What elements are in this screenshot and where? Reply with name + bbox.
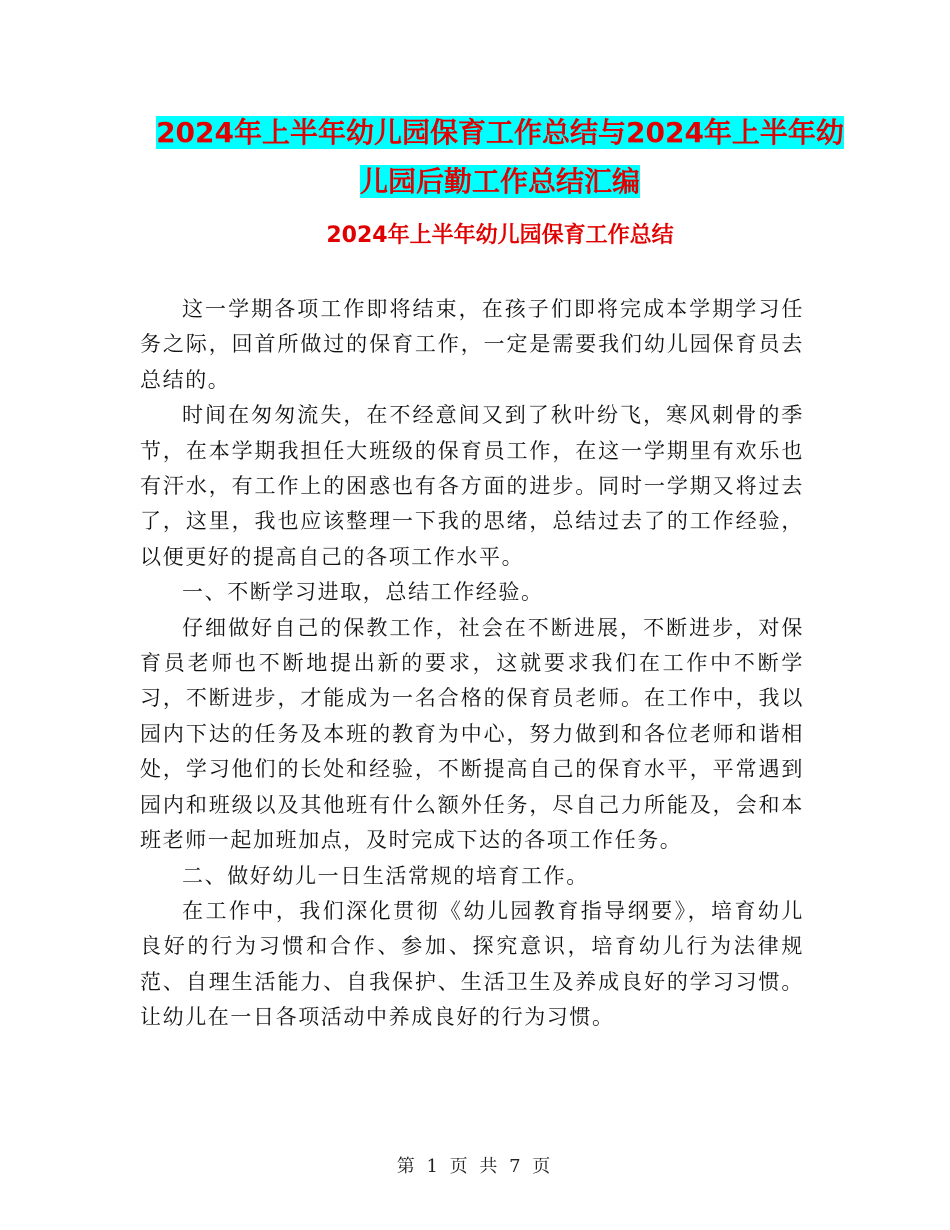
subheading: 一、不断学习进取，总结工作经验。 [182, 580, 544, 605]
section-title: 2024年上半年幼儿园保育工作总结 [326, 223, 674, 248]
page-number-footer: 第 1 页 共 7 页 [396, 1156, 554, 1177]
paragraph: 这一学期各项工作即将结束，在孩子们即将完成本学期学习任务之际，回首所做过的保育工作，一定是需要我们幼儿园保育员去总结的。 [140, 297, 804, 392]
document-title-line1: 2024年上半年幼儿园保育工作总结与2024年上半年幼 [156, 116, 844, 149]
document-title [140, 108, 860, 206]
paragraph: 时间在匆匆流失，在不经意间又到了秋叶纷飞，寒风刺骨的季节，在本学期我担任大班级的保育员工作，在这一学期里有欢乐也有汗水，有工作上的困惑也有各方面的进步。同时一学期又将过去了，这里，我也应该整理一下我的思绪，总结过去了的工作经验，以便更好的提高自己的各项工作水平。 [140, 403, 804, 569]
subheading: 二、做好幼儿一日生活常规的培育工作。 [182, 863, 589, 888]
paragraph: 在工作中，我们深化贯彻《幼儿园教育指导纲要》，培育幼儿良好的行为习惯和合作、参加、探究意识，培育幼儿行为法律规范、自理生活能力、自我保护、生活卫生及养成良好的学习习惯。让幼儿在一日各项活动中养成良好的行为习惯。 [140, 898, 804, 1030]
document-title-line2: 儿园后勤工作总结汇编 [359, 165, 640, 198]
paragraph: 仔细做好自己的保教工作，社会在不断进展，不断进步，对保育员老师也不断地提出新的要求，这就要求我们在工作中不断学习，不断进步，才能成为一名合格的保育员老师。在工作中，我以园内下达的任务及本班的教育为中心，努力做到和各位老师和谐相处，学习他们的长处和经验，不断提高自己的保育水平，平常遇到园内和班级以及其他班有什么额外任务，尽自己力所能及，会和本班老师一起加班加点，及时完成下达的各项工作任务。 [140, 615, 804, 853]
document-body [140, 292, 804, 1036]
